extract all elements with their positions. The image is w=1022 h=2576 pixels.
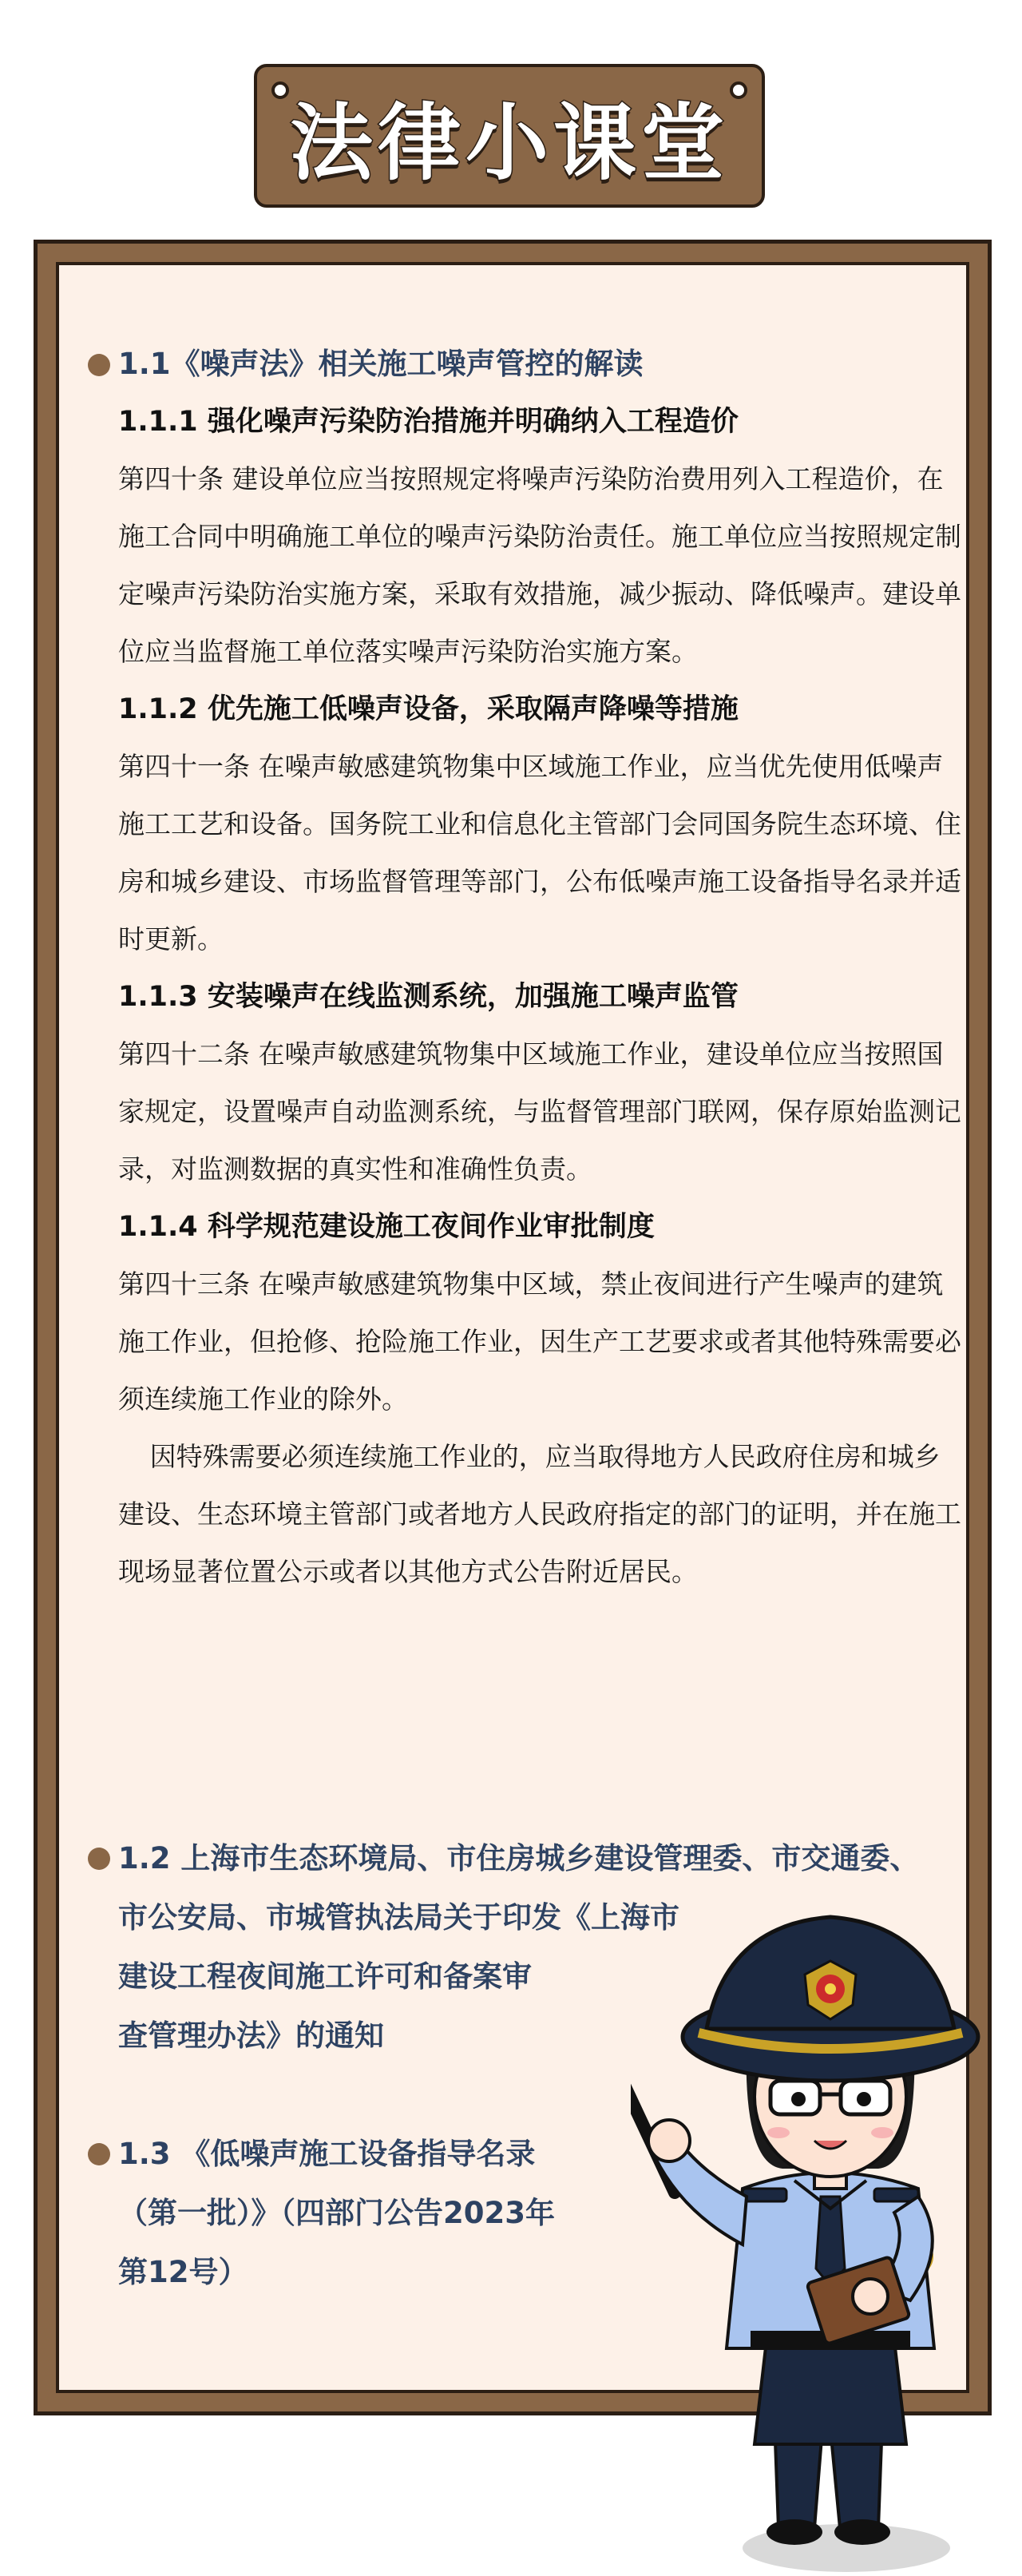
article-paragraph: 因特殊需要必须连续施工作业的，应当取得地方人民政府住房和城乡建设、生态环境主管部门或者地方人民政府指定的部门的证明，并在施工现场显著位置公示或者以其他方式公告附近居民。 — [118, 1441, 961, 1587]
section-heading — [88, 1829, 982, 1888]
section-heading-line: 1.3 《低噪声施工设备指导名录 — [118, 2137, 536, 2171]
article-paragraph: 第四十条 建设单位应当按照规定将噪声污染防治费用列入工程造价，在施工合同中明确施工单位的噪声污染防治责任。施工单位应当按照规定制定噪声污染防治实施方案，采取有效措施，减少振动、降低噪声。建设单位应当监督施工单位落实噪声污染防治实施方案。 — [118, 463, 961, 667]
section-1-3 — [88, 2125, 663, 2302]
officer-illustration-icon — [631, 1893, 1006, 2576]
section-1-1 — [88, 335, 962, 1601]
subsection-heading: 1.1.4 科学规范建设施工夜间作业审批制度 — [118, 1211, 655, 1243]
section-heading-line: （第一批）》（四部门公告2023年 — [118, 2196, 555, 2230]
section-heading-text: 1.1《噪声法》相关施工噪声管控的解读 — [118, 347, 644, 381]
subsection-heading: 1.1.1 强化噪声污染防治措施并明确纳入工程造价 — [118, 406, 739, 438]
section-heading-line: 市公安局、市城管执法局关于印发《上海市 — [118, 1900, 679, 1935]
subsection-heading: 1.1.2 优先施工低噪声设备，采取隔声降噪等措施 — [118, 693, 739, 725]
subsection-heading: 1.1.3 安装噪声在线监测系统，加强施工噪声监管 — [118, 981, 739, 1013]
nail-icon — [271, 81, 289, 99]
article-paragraph: 第四十一条 在噪声敏感建筑物集中区域施工作业，应当优先使用低噪声施工工艺和设备。国务院工业和信息化主管部门会同国务院生态环境、住房和城乡建设、市场监督管理等部门，公布低噪声施工设备指导名录并适时更新。 — [118, 751, 961, 955]
bullet-icon — [88, 2143, 110, 2165]
bullet-icon — [88, 354, 110, 376]
article-paragraph: 第四十三条 在噪声敏感建筑物集中区域，禁止夜间进行产生噪声的建筑施工作业，但抢修、抢险施工作业，因生产工艺要求或者其他特殊需要必须连续施工作业的除外。 — [118, 1268, 961, 1415]
section-heading-line: 查管理办法》的通知 — [118, 2018, 384, 2053]
section-heading — [88, 2125, 663, 2184]
section-heading-line: 1.2 上海市生态环境局、市住房城乡建设管理委、市交通委、 — [118, 1841, 920, 1875]
bullet-icon — [88, 1848, 110, 1870]
section-heading-line: 建设工程夜间施工许可和备案审 — [118, 1959, 532, 1994]
page-title: 法律小课堂 — [289, 94, 729, 192]
section-heading-line: 第12号） — [118, 2255, 248, 2289]
article-paragraph: 第四十二条 在噪声敏感建筑物集中区域施工作业，建设单位应当按照国家规定，设置噪声自动监测系统，与监督管理部门联网，保存原始监测记录，对监测数据的真实性和准确性负责。 — [118, 1038, 961, 1185]
section-heading — [88, 335, 962, 393]
title-sign — [254, 64, 765, 208]
nail-icon — [730, 81, 747, 99]
